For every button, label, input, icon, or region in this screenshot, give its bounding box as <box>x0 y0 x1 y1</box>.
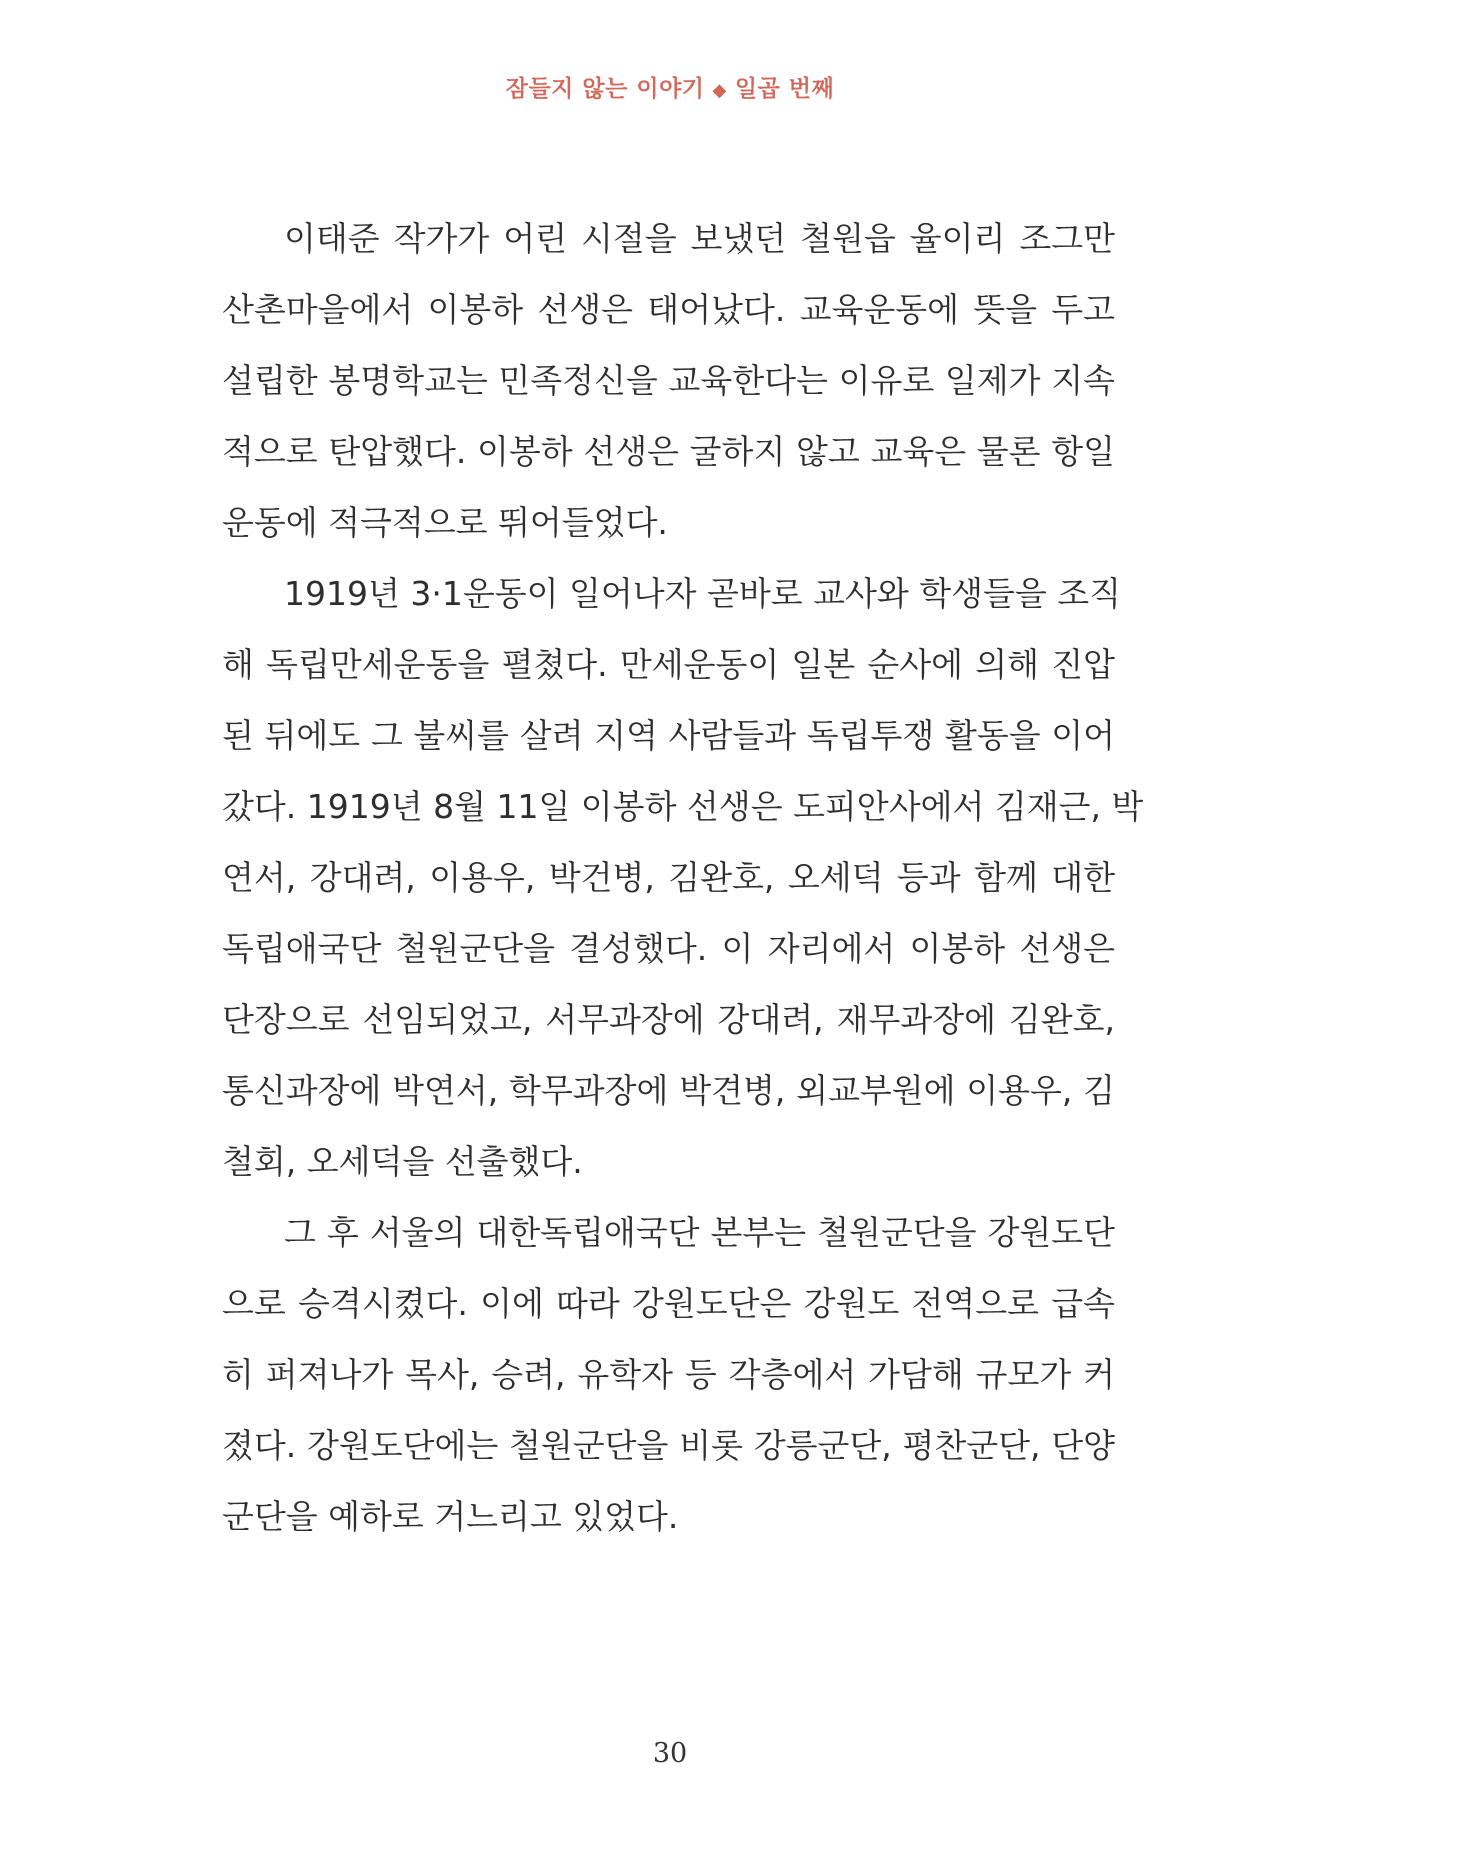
text-line: 갔다. 1919년 8월 11일 이봉하 선생은 도피안사에서 김재근, 박 <box>222 787 1144 826</box>
text-line: 으로 승격시켰다. 이에 따라 강원도단은 강원도 전역으로 급속 <box>222 1284 1115 1323</box>
text-line: 졌다. 강원도단에는 철원군단을 비롯 강릉군단, 평찬군단, 단양 <box>222 1426 1115 1465</box>
book-title: 잠들지 않는 이야기 <box>505 75 705 102</box>
running-header <box>0 70 1340 103</box>
text-line: 히 퍼져나가 목사, 승려, 유학자 등 각층에서 가담해 규모가 커 <box>222 1355 1115 1394</box>
text-line: 산촌마을에서 이봉하 선생은 태어났다. 교육운동에 뜻을 두고 <box>222 290 1115 329</box>
text-line: 단장으로 선임되었고, 서무과장에 강대려, 재무과장에 김완호, <box>222 1000 1115 1039</box>
text-line: 된 뒤에도 그 불씨를 살려 지역 사람들과 독립투쟁 활동을 이어 <box>222 716 1115 755</box>
paragraph-3 <box>222 1197 1115 1552</box>
text-line: 통신과장에 박연서, 학무과장에 박견병, 외교부원에 이용우, 김 <box>222 1071 1115 1110</box>
text-line: 설립한 봉명학교는 민족정신을 교육한다는 이유로 일제가 지속 <box>222 361 1115 400</box>
text-line: 해 독립만세운동을 펼쳤다. 만세운동이 일본 순사에 의해 진압 <box>222 645 1115 684</box>
page-number: 30 <box>652 1738 688 1769</box>
text-line: 독립애국단 철원군단을 결성했다. 이 자리에서 이봉하 선생은 <box>222 929 1115 968</box>
page-body <box>222 203 1144 1552</box>
text-line: 이태준 작가가 어린 시절을 보냈던 철원읍 율이리 조그만 <box>284 219 1115 258</box>
text-line: 철회, 오세덕을 선출했다. <box>222 1142 583 1181</box>
paragraph-2 <box>222 558 1144 1197</box>
text-line: 연서, 강대려, 이용우, 박건병, 김완호, 오세덕 등과 함께 대한 <box>222 858 1115 897</box>
text-line: 군단을 예하로 거느리고 있었다. <box>222 1497 679 1536</box>
text-line: 운동에 적극적으로 뛰어들었다. <box>222 503 668 542</box>
diamond-separator-icon: ◆ <box>712 80 727 101</box>
paragraph-1 <box>222 203 1115 558</box>
text-line: 1919년 3·1운동이 일어나자 곧바로 교사와 학생들을 조직 <box>284 574 1121 613</box>
chapter-title: 일곱 번째 <box>734 75 835 102</box>
text-line: 적으로 탄압했다. 이봉하 선생은 굴하지 않고 교육은 물론 항일 <box>222 432 1115 471</box>
text-line: 그 후 서울의 대한독립애국단 본부는 철원군단을 강원도단 <box>284 1213 1115 1252</box>
